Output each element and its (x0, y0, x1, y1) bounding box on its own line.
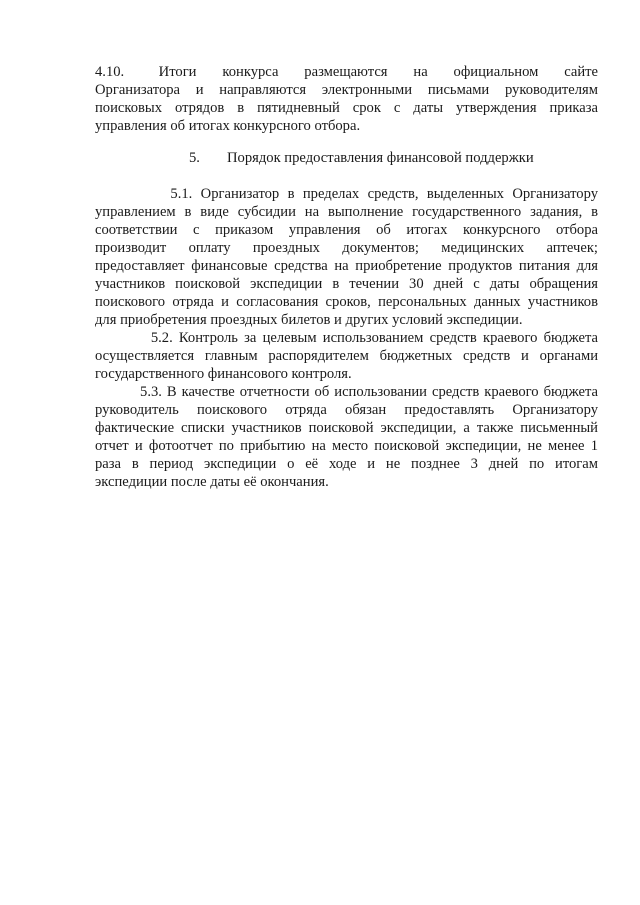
text-line: Организатора и направляются электронными письмами руководителям (95, 82, 598, 98)
text-line: поисковых отрядов в пятидневный срок с даты утверждения приказа (95, 100, 598, 116)
text-line: 4.10. Итоги конкурса размещаются на официальном сайте (95, 64, 598, 80)
text-line: для приобретения проездных билетов и других условий экспедиции. (95, 312, 523, 328)
section-number: 5. (189, 150, 200, 166)
paragraph-5-2 (95, 329, 598, 383)
text-line: соответствии с приказом управления об итогах конкурсного отбора (95, 222, 598, 238)
text-line: государственного финансового контроля. (95, 366, 352, 382)
text-line: 5.1. Организатор в пределах средств, выделенных Организатору (95, 186, 598, 202)
section-title: Порядок предоставления финансовой поддержки (227, 150, 534, 166)
section-5-heading (189, 149, 534, 167)
paragraph-4-10 (95, 63, 598, 135)
text-line: 5.3. В качестве отчетности об использовании средств краевого бюджета (95, 384, 598, 400)
text-line: отчет и фотоотчет по прибытию на место поисковой экспедиции, не менее 1 (95, 438, 598, 454)
text-line: участников поисковой экспедиции в течении 30 дней с даты обращения (95, 276, 598, 292)
text-line: 5.2. Контроль за целевым использованием средств краевого бюджета (95, 330, 598, 346)
text-line: производит оплату проездных документов; медицинских аптечек; (95, 240, 598, 256)
text-line: раза в период экспедиции о её ходе и не позднее 3 дней по итогам (95, 456, 598, 472)
text-line: предоставляет финансовые средства на приобретение продуктов питания для (95, 258, 598, 274)
text-line: поискового отряда и согласования сроков, персональных данных участников (95, 294, 598, 310)
paragraph-5-1 (95, 185, 598, 329)
text-line: осуществляется главным распорядителем бюджетных средств и органами (95, 348, 598, 364)
text-line: фактические списки участников поисковой экспедиции, а также письменный (95, 420, 598, 436)
text-line: руководитель поискового отряда обязан предоставлять Организатору (95, 402, 598, 418)
text-line: управлением в виде субсидии на выполнение государственного задания, в (95, 204, 598, 220)
paragraph-5-3 (95, 383, 598, 491)
text-line: управления об итогах конкурсного отбора. (95, 118, 361, 134)
text-line: экспедиции после даты её окончания. (95, 474, 329, 490)
